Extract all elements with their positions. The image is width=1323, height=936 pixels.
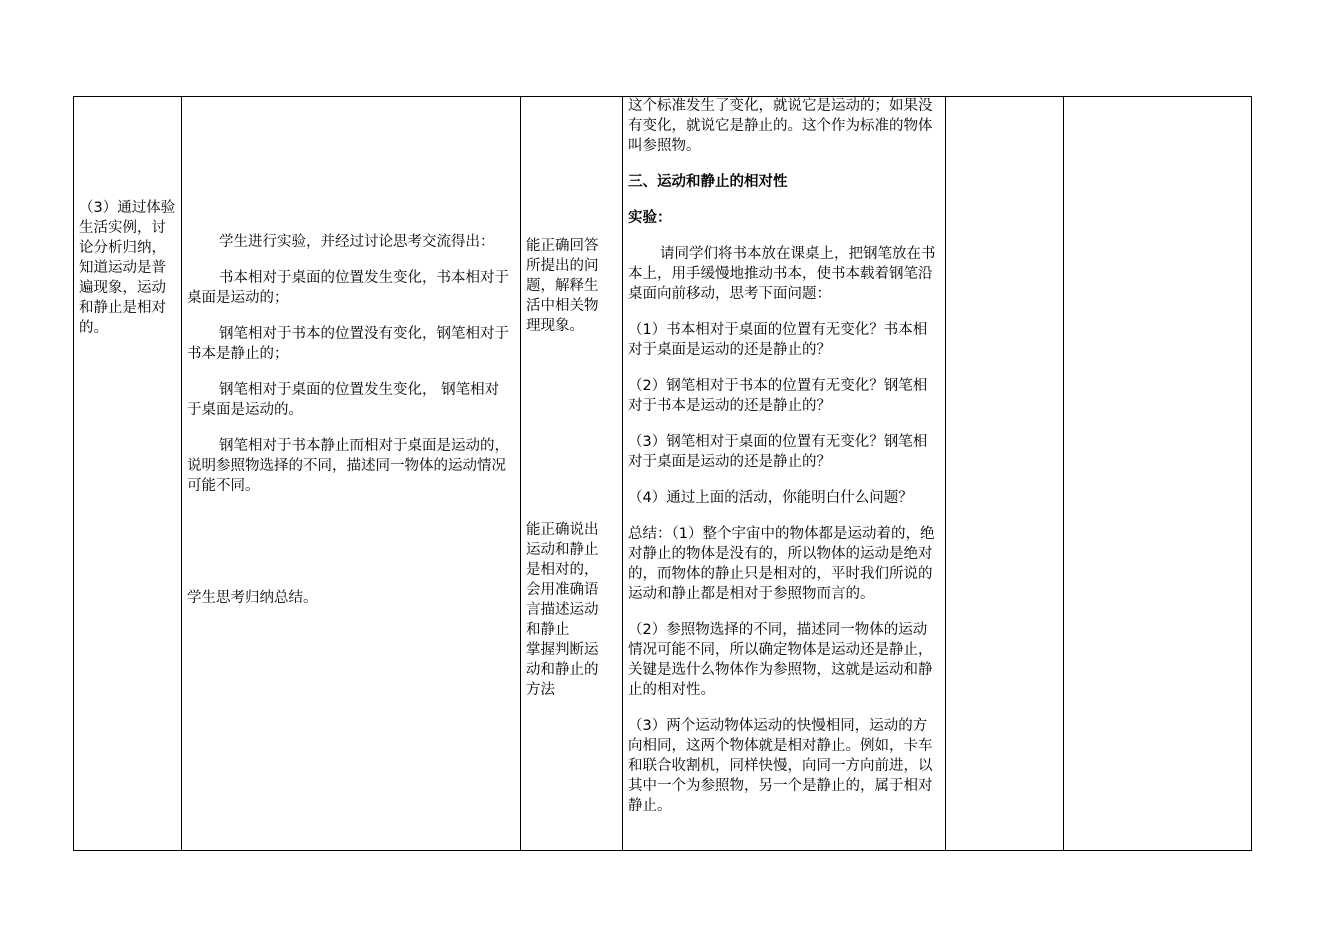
objective-cell	[79, 198, 177, 338]
empty-cell	[946, 96, 1063, 851]
student-activity-text: 学生进行实验，并经过讨论思考交流得出：	[219, 234, 495, 250]
teaching-content-cell	[628, 96, 936, 832]
content-text: 请同学们将书本放在课桌上，把钢笔放在书本上，用手缓慢地推动书本，使书本载着钢笔沿桌面向前移动，思考下面问题：	[628, 246, 936, 302]
question-text: （3）钢笔相对于桌面的位置有无变化？钢笔相对于桌面是运动的还是静止的？	[628, 434, 928, 470]
content-text: 这个标准发生了变化，就说它是运动的；如果没有变化，就说它是静止的。这个作为标准的物体叫参照物。	[628, 98, 933, 154]
student-activity-text: 钢笔相对于桌面的位置发生变化， 钢笔相对于桌面是运动的。	[187, 382, 500, 418]
column-divider	[622, 96, 623, 851]
student-activity-cell	[187, 232, 512, 624]
question-text: （1）书本相对于桌面的位置有无变化？书本相对于桌面是运动的还是静止的？	[628, 322, 928, 358]
summary-text: （2）参照物选择的不同，描述同一物体的运动情况可能不同，所以确定物体是运动还是静止，关键是选什么物体作为参照物，这就是运动和静止的相对性。	[628, 622, 933, 698]
column-divider	[520, 96, 521, 851]
evaluation-cell	[526, 520, 612, 700]
question-text: （4）通过上面的活动，你能明白什么问题？	[628, 490, 913, 506]
empty-cell	[1064, 96, 1252, 851]
evaluation-text: 掌握判断运动和静止的方法	[526, 642, 599, 698]
section-heading: 三、运动和静止的相对性	[628, 174, 788, 190]
evaluation-text: 能正确回答所提出的问题，解释生活中相关物理现象。	[526, 238, 599, 334]
experiment-label: 实验：	[628, 210, 672, 226]
summary-text: 总结：（1）整个宇宙中的物体都是运动着的，绝对静止的物体是没有的，所以物体的运动是绝对的，而物体的静止只是相对的，平时我们所说的运动和静止都是相对于参照物而言的。	[628, 526, 935, 602]
student-activity-text: 学生思考归纳总结。	[187, 590, 318, 606]
objective-text: （3）通过体验生活实例，讨论分析归纳，知道运动是普遍现象，运动和静止是相对的。	[79, 200, 176, 336]
student-activity-text: 书本相对于桌面的位置发生变化，书本相对于桌面是运动的；	[187, 270, 509, 306]
question-text: （2）钢笔相对于书本的位置有无变化？钢笔相对于书本是运动的还是静止的？	[628, 378, 928, 414]
student-activity-text: 钢笔相对于书本的位置没有变化，钢笔相对于书本是静止的；	[187, 326, 509, 362]
student-activity-text: 钢笔相对于书本静止而相对于桌面是运动的，说明参照物选择的不同，描述同一物体的运动情况可能不同。	[187, 438, 509, 494]
evaluation-cell	[526, 236, 612, 336]
summary-text: （3）两个运动物体运动的快慢相同，运动的方向相同，这两个物体就是相对静止。例如，卡车和联合收割机，同样快慢，向同一方向前进，以其中一个为参照物，另一个是静止的，属于相对静止。	[628, 718, 933, 814]
evaluation-text: 能正确说出运动和静止是相对的，会用准确语言描述运动和静止	[526, 522, 599, 638]
column-divider	[181, 96, 182, 851]
